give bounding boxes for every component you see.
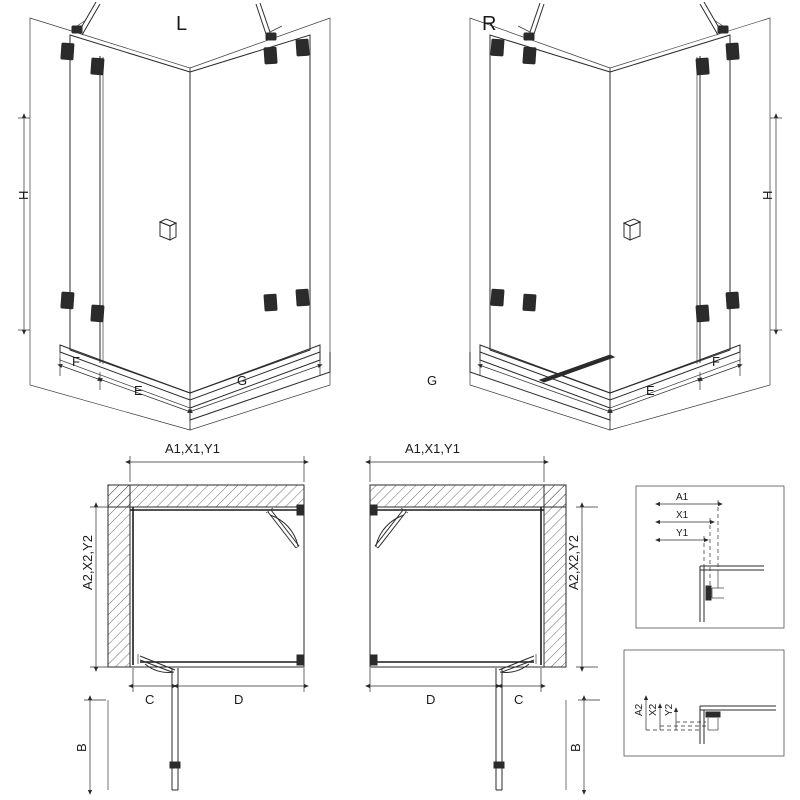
detail-view-top bbox=[636, 486, 784, 628]
plan-left-top-dim-label: A1,X1,Y1 bbox=[165, 441, 220, 456]
plan-right-c-label: C bbox=[514, 692, 524, 707]
plan-view-right bbox=[370, 441, 600, 790]
iso-view-right bbox=[427, 2, 782, 430]
iso-right-title: R bbox=[482, 13, 497, 35]
detail-bottom-y2-label: Y2 bbox=[664, 703, 675, 716]
plan-right-side-dim-label: A2,X2,Y2 bbox=[566, 535, 581, 590]
iso-right-e-label: E bbox=[646, 383, 655, 398]
plan-left-side-dim-label: A2,X2,Y2 bbox=[80, 535, 95, 590]
plan-view-left bbox=[74, 441, 304, 790]
iso-right-height-label: H bbox=[760, 190, 775, 200]
iso-right-f-label: F bbox=[712, 354, 720, 369]
plan-right-b-label: B bbox=[568, 743, 583, 752]
detail-view-bottom bbox=[624, 650, 784, 756]
detail-top-x1-label: X1 bbox=[676, 510, 689, 521]
plan-left-b-label: B bbox=[74, 743, 89, 752]
detail-top-a1-label: A1 bbox=[676, 492, 689, 503]
plan-right-top-dim-label: A1,X1,Y1 bbox=[405, 441, 460, 456]
iso-left-height-label: H bbox=[16, 190, 31, 200]
iso-view-left bbox=[16, 2, 330, 430]
plan-right-d-label: D bbox=[426, 692, 436, 707]
iso-right-g-label: G bbox=[427, 373, 438, 388]
iso-left-title: L bbox=[176, 13, 188, 35]
iso-left-g-label: G bbox=[237, 373, 248, 388]
iso-left-f-label: F bbox=[72, 354, 80, 369]
iso-left-e-label: E bbox=[134, 383, 143, 398]
detail-bottom-x2-label: X2 bbox=[648, 703, 659, 716]
detail-top-y1-label: Y1 bbox=[676, 528, 689, 539]
plan-left-d-label: D bbox=[234, 692, 244, 707]
detail-bottom-a2-label: A2 bbox=[634, 703, 645, 716]
plan-left-c-label: C bbox=[145, 692, 155, 707]
